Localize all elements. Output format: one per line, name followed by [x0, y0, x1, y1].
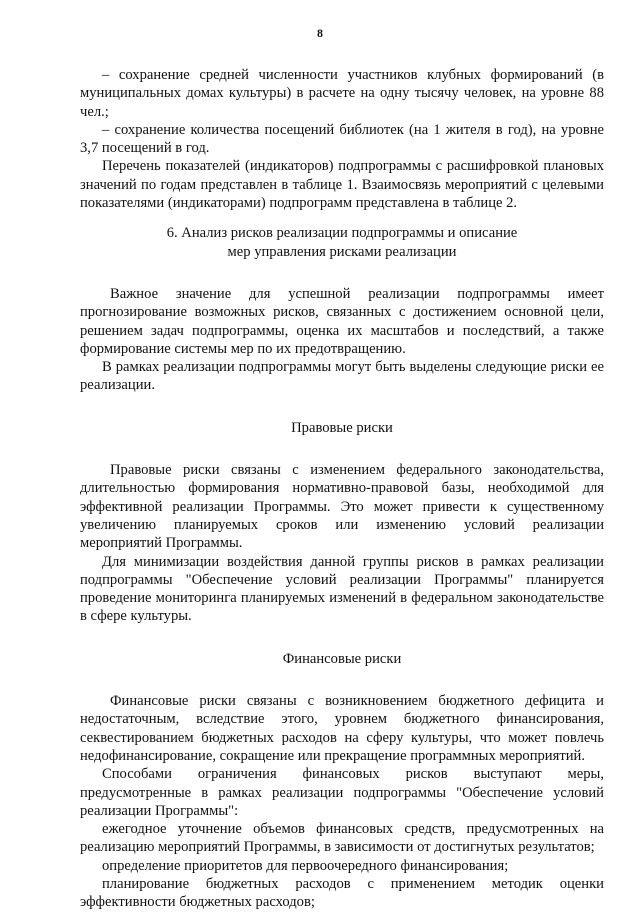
list-item-priorities: определение приоритетов для первоочередного финансирования; [102, 857, 509, 874]
bullet-library-visits: – сохранение количества посещений библиотек (на 1 жителя в год), на уровне 3,7 посещений в год. [80, 121, 604, 157]
paragraph-legal-risks: Правовые риски связаны с изменением федерального законодательства, длительностью формирования нормативно-правовой базы, необходимой для эффективной реализации Программы. Это может привести к существенному увеличению планируемых сроков или изменению условий реализации мероприятий Программы. [80, 462, 604, 552]
section-6-title-line1: 6. Анализ рисков реализации подпрограммы и описание [166, 225, 518, 242]
financial-risks-title: Финансовые риски [282, 650, 402, 667]
list-item-budget-planning: планирование бюджетных расходов с применением методик оценки эффективности бюджетных расходов; [80, 875, 604, 911]
paragraph-indicators: Перечень показателей (индикаторов) подпрограммы с расшифровкой плановых значений по годам представлен в таблице 1. Взаимосвязь мероприятий с целевыми показателями (индикаторами) подпрограмм представлена в таблице 2. [80, 158, 604, 212]
paragraph-legal-mitigation: Для минимизации воздействия данной группы рисков в рамках реализации подпрограммы "Обеспечение условий реализации Программы" планируется проведение мониторинга планируемых изменений в федеральном законодательстве в сфере культуры. [80, 553, 604, 625]
paragraph-risk-groups: В рамках реализации подпрограммы могут быть выделены следующие риски ее реализации. [80, 359, 604, 394]
paragraph-financial-risks: Финансовые риски связаны с возникновением бюджетного дефицита и недостаточным, вследствие этого, уровнем бюджетного финансирования, секвестированием бюджетных расходов на сферу культуры, что может повлечь недофинансирование, сокращение или прекращение программных мероприятий. [80, 693, 604, 764]
list-item-annual-refinement: ежегодное уточнение объемов финансовых средств, предусмотренных на реализацию мероприятий Программы, в зависимости от достигнутых результатов; [80, 821, 604, 856]
legal-risks-title: Правовые риски [291, 419, 393, 436]
paragraph-financial-measures: Способами ограничения финансовых рисков выступают меры, предусмотренные в рамках реализации подпрограммы "Обеспечение условий реализации Программы": [80, 766, 604, 819]
document-body [80, 66, 604, 912]
section-6-title-line2: мер управления рисками реализации [227, 243, 457, 260]
bullet-club-formations: – сохранение средней численности участников клубных формирований (в муниципальных домах культуры) в расчете на одну тысячу человек, на уровне 88 чел.; [80, 67, 604, 120]
paragraph-risk-forecasting: Важное значение для успешной реализации подпрограммы имеет прогнозирование возможных рисков, связанных с достижением основной цели, решением задач подпрограммы, оценка их масштабов и последствий, а также формирование системы мер по их предотвращению. [80, 285, 604, 357]
page-number: 8 [317, 26, 323, 40]
